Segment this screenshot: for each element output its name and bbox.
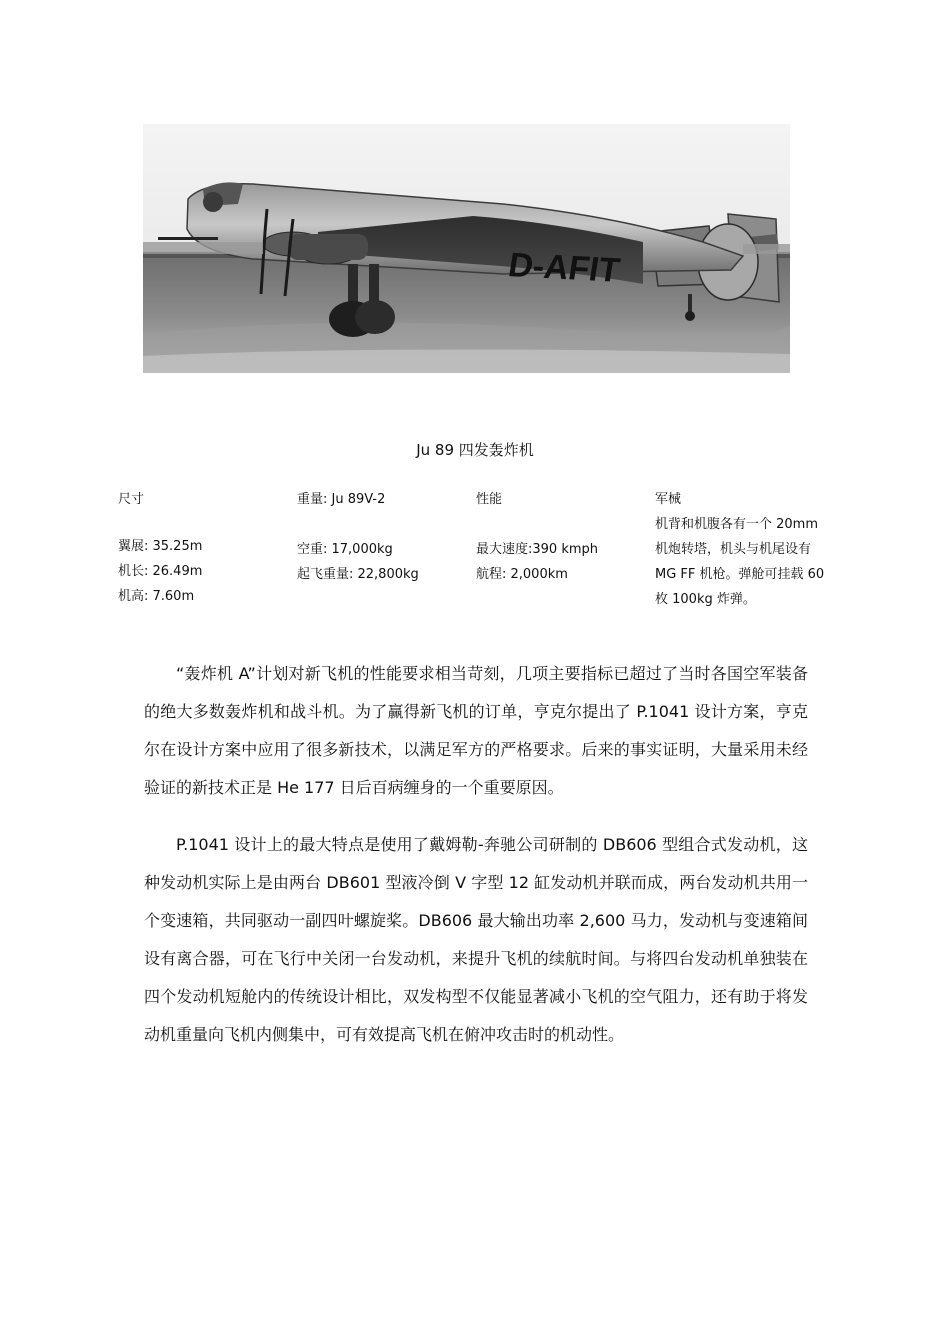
spec-performance-heading: 性能 bbox=[476, 492, 503, 507]
body-paragraph bbox=[144, 655, 808, 807]
spec-range: 航程: 2,000km bbox=[476, 567, 568, 582]
spec-armament-heading: 军械 bbox=[655, 492, 682, 507]
spec-length: 机长: 26.49m bbox=[118, 564, 203, 579]
spec-performance bbox=[476, 487, 598, 587]
spec-armament bbox=[655, 487, 845, 612]
photo-caption: Ju 89 四发轰炸机 bbox=[416, 441, 534, 459]
registration-marking: D-AFIT bbox=[505, 246, 623, 290]
spec-height: 机高: 7.60m bbox=[118, 589, 195, 604]
body-paragraph bbox=[144, 826, 808, 1054]
spec-dimensions-heading: 尺寸 bbox=[118, 492, 145, 507]
spec-empty-weight: 空重: 17,000kg bbox=[297, 542, 393, 557]
aircraft-photo bbox=[143, 124, 790, 373]
spec-dimensions bbox=[118, 487, 202, 609]
spec-max-speed: 最大速度:390 kmph bbox=[476, 542, 599, 557]
body-paragraph-text: P.1041 设计上的最大特点是使用了戴姆勒-奔驰公司研制的 DB606 型组合式发动机，这种发动机实际上是由两台 DB601 型液冷倒 V 字型 12 缸发动机并联而成，两台发动机共用一个变速箱，共同驱动一副四叶螺旋桨。DB606 最大输出功率 2,600 马力，发动机与变速箱间设有离合器，可在飞行中关闭一台发动机，来提升飞机的续航时间。与将四台发动机单独装在四个发动机短舱内的传统设计相比，双发构型不仅能显著减小飞机的空气阻力，还有助于将发动机重量向飞机内侧集中，可有效提高飞机在俯冲攻击时的机动性。 bbox=[144, 835, 808, 1044]
spec-armament-line: 机炮转塔，机头与机尾设有 bbox=[655, 542, 812, 557]
spec-armament-line: MG FF 机枪。弹舱可挂载 60 bbox=[655, 567, 825, 582]
spec-takeoff-weight: 起飞重量: 22,800kg bbox=[297, 567, 419, 582]
spec-armament-line: 枚 100kg 炸弹。 bbox=[655, 592, 756, 607]
spec-weight bbox=[297, 487, 419, 587]
body-paragraph-text: “轰炸机 A”计划对新飞机的性能要求相当苛刻，几项主要指标已超过了当时各国空军装备的绝大多数轰炸机和战斗机。为了赢得新飞机的订单，亨克尔提出了 P.1041 设计方案，亨克尔在设计方案中应用了很多新技术，以满足军方的严格要求。后来的事实证明，大量采用未经验证的新技术正是 He 177 日后百病缠身的一个重要原因。 bbox=[144, 664, 808, 797]
spec-weight-heading: 重量: Ju 89V-2 bbox=[297, 492, 386, 507]
spec-wingspan: 翼展: 35.25m bbox=[118, 539, 203, 554]
spec-armament-line: 机背和机腹各有一个 20mm bbox=[655, 517, 819, 532]
